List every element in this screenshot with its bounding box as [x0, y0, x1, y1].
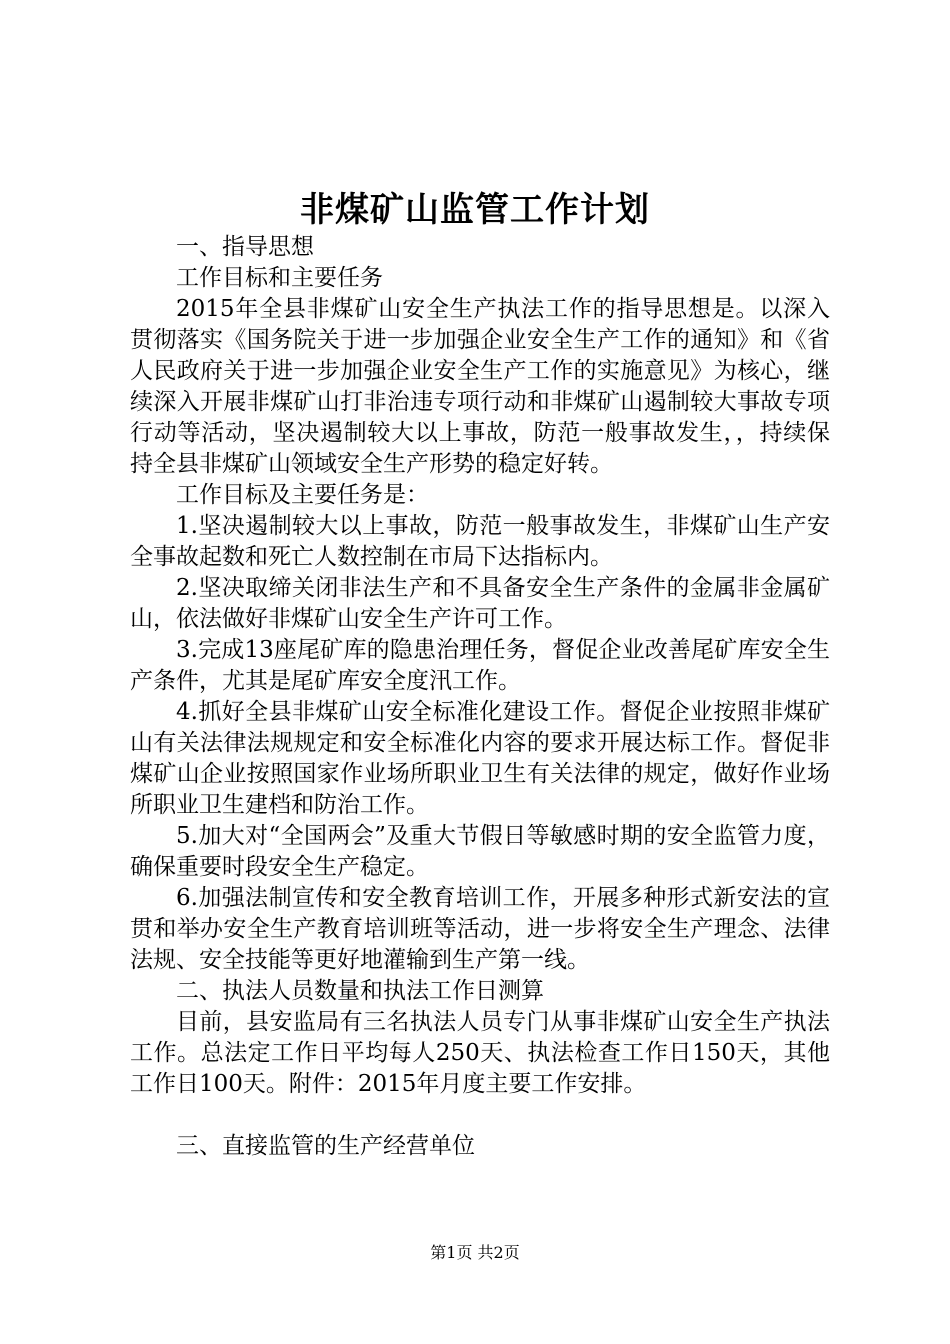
- heading-supervised-units: 三、直接监管的生产经营单位: [176, 1133, 475, 1159]
- heading-personnel-workdays: 二、执法人员数量和执法工作日测算: [176, 978, 544, 1004]
- list-item-2: 2.坚决取缔关闭非法生产和不具备安全生产条件的金属非金属矿山，依法做好非煤矿山安全生产许可工作。: [130, 575, 830, 632]
- list-item-5: 5.加大对“全国两会”及重大节假日等敏感时期的安全监管力度，确保重要时段安全生产稳定。: [130, 823, 830, 880]
- list-item-1: 1.坚决遏制较大以上事故，防范一般事故发生，非煤矿山生产安全事故起数和死亡人数控制在市局下达指标内。: [130, 513, 830, 570]
- list-item-4: 4.抓好全县非煤矿山安全标准化建设工作。督促企业按照非煤矿山有关法律法规规定和安全标准化内容的要求开展达标工作。督促非煤矿山企业按照国家作业场所职业卫生有关法律的规定，做好作业场所职业卫生建档和防治工作。: [130, 699, 830, 818]
- paragraph-personnel-workdays: 目前，县安监局有三名执法人员专门从事非煤矿山安全生产执法工作。总法定工作日平均每人250天、执法检查工作日150天，其他工作日100天。附件：2015年月度主要工作安排。: [130, 1009, 830, 1097]
- paragraph-goals-intro: 工作目标及主要任务是：: [176, 482, 429, 508]
- list-item-6: 6.加强法制宣传和安全教育培训工作，开展多种形式新安法的宣贯和举办安全生产教育培训班等活动，进一步将安全生产理念、法律法规、安全技能等更好地灌输到生产第一线。: [130, 885, 830, 973]
- list-item-3: 3.完成13座尾矿库的隐患治理任务，督促企业改善尾矿库安全生产条件，尤其是尾矿库安全度汛工作。: [130, 637, 830, 694]
- document-title: 非煤矿山监管工作计划: [300, 190, 650, 230]
- page-footer: 第1页 共2页: [430, 1243, 520, 1262]
- document-body: [130, 232, 830, 1162]
- subheading-goals-tasks: 工作目标和主要任务: [176, 265, 383, 291]
- paragraph-guiding-ideology: 2015年全县非煤矿山安全生产执法工作的指导思想是。以深入贯彻落实《国务院关于进一步加强企业安全生产工作的通知》和《省人民政府关于进一步加强企业安全生产工作的实施意见》为核心，继续深入开展非煤矿山打非治违专项行动和非煤矿山遏制较大事故专项行动等活动，坚决遏制较大以上事故，防范一般事故发生，，持续保持全县非煤矿山领域安全生产形势的稳定好转。: [130, 296, 830, 477]
- heading-guiding-ideology: 一、指导思想: [176, 234, 314, 260]
